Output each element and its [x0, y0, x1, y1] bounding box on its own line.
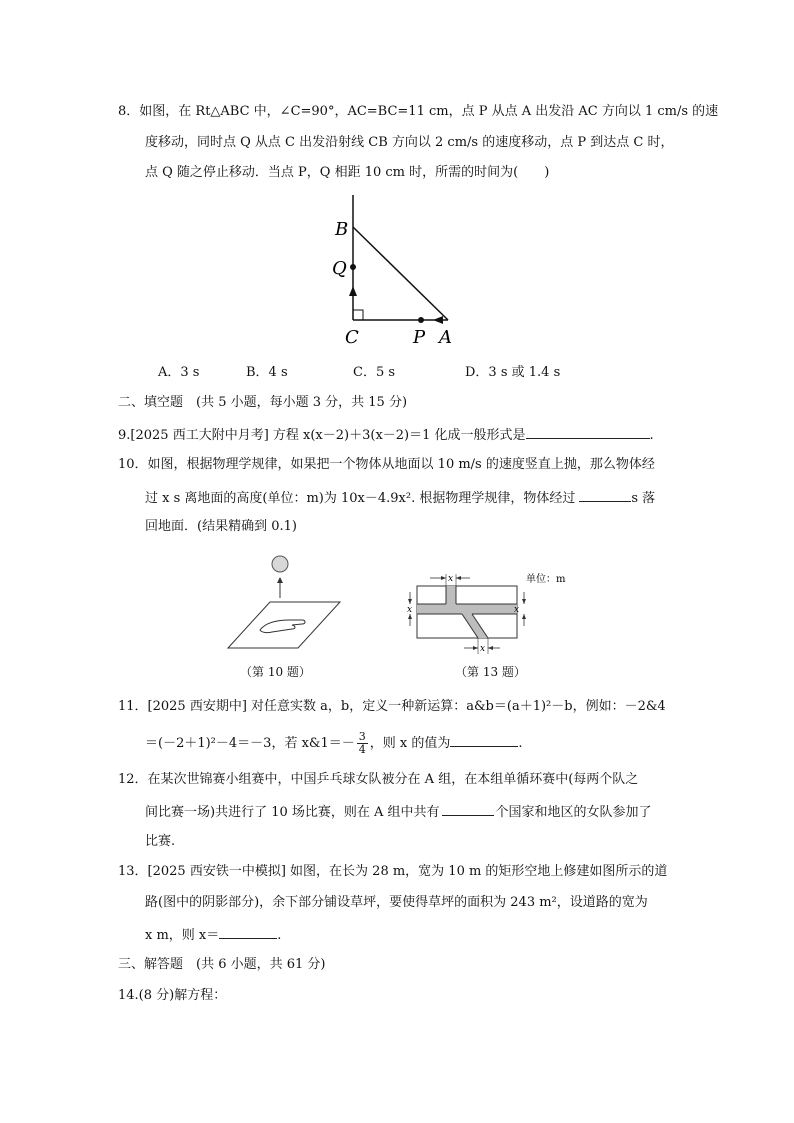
q8-option-c: C．5 s: [353, 365, 396, 380]
q8-line-2: 度移动，同时点 Q 从点 C 出发沿射线 CB 方向以 2 cm/s 的速度移动，点 P 到达点 C 时，: [145, 135, 674, 150]
q9-line: [118, 424, 654, 446]
arrow-up-icon: [349, 286, 357, 296]
x-label-bottom: x: [480, 644, 486, 654]
label-c: C: [345, 327, 359, 348]
fig13-road-diagram: [400, 568, 580, 660]
arrow-up-icon: [277, 577, 283, 583]
q12-answer-blank: [442, 801, 494, 816]
q12-line-2b: 个国家和地区的女队参加了: [495, 805, 652, 820]
q11-line-2b: ，则 x 的值为: [369, 736, 451, 751]
vertical-road-top: [446, 586, 456, 604]
q13-line-3: [145, 924, 281, 946]
q10-answer-blank: [579, 487, 631, 502]
q8-line-1: 8．如图，在 Rt△ABC 中，∠C=90°，AC=BC=11 cm，点 P 从点 A 出发沿 AC 方向以 1 cm/s 的速: [118, 104, 719, 119]
q11-answer-blank: [450, 732, 518, 747]
q14-text: 14.(8 分)解方程：: [118, 988, 227, 1003]
q11-line-2: [145, 731, 523, 756]
q13-line-1: 13．[2025 西安铁一中模拟] 如图，在长为 28 m，宽为 10 m 的矩形空地上修建如图所示的道: [118, 864, 668, 879]
q12-line-2: [145, 801, 652, 823]
section3-title: 三、解答题 (共 6 小题，共 61 分): [118, 957, 326, 972]
q10-line-2: [145, 487, 655, 509]
q10-line-3: 回地面．(结果精确到 0.1): [145, 519, 297, 534]
fig13-caption: （第 13 题）: [455, 665, 526, 679]
fraction-numerator: 3: [358, 730, 366, 743]
q11-fraction: [357, 731, 368, 756]
q8-option-b: B．4 s: [246, 365, 288, 380]
q8-option-d: D．3 s 或 1.4 s: [465, 365, 561, 380]
q8-triangle-figure: [325, 195, 465, 350]
label-b: B: [335, 219, 349, 240]
point-p: [418, 317, 424, 323]
ball-icon: [272, 556, 288, 572]
q11-end: .: [518, 736, 523, 751]
q13-line-2: 路(图中的阴影部分)，余下部分铺设草坪，要使得草坪的面积为 243 m²，设道路的宽为: [145, 895, 648, 910]
q8-option-a: A．3 s: [158, 365, 200, 380]
q13-end: .: [277, 928, 282, 943]
q10-line-1: 10．如图，根据物理学规律，如果把一个物体从地面以 10 m/s 的速度竖直上抛，那么物体经: [118, 457, 655, 472]
fig13-unit: 单位：m: [526, 574, 566, 585]
x-label-left: x: [407, 605, 413, 615]
segment-ba: [353, 227, 448, 320]
q13-line-3a: x m，则 x＝: [145, 928, 220, 943]
q11-line-2a: ＝(－2＋1)²－4＝－3，若 x&1＝－: [145, 736, 355, 751]
label-q: Q: [332, 258, 347, 279]
q12-line-1: 12．在某次世锦赛小组赛中，中国乒乓球女队被分在 A 组，在本组单循环赛中(每两个队之: [118, 772, 639, 787]
point-q: [350, 264, 356, 270]
q12-line-3: 比赛.: [145, 834, 176, 849]
arrow-left-icon: [433, 316, 443, 324]
horizontal-road: [417, 604, 520, 615]
label-a: A: [439, 327, 452, 348]
label-p: P: [413, 327, 426, 348]
q12-line-2a: 间比赛一场)共进行了 10 场比赛，则在 A 组中共有: [145, 805, 440, 820]
q9-answer-blank: [526, 424, 650, 439]
section2-title: 二、填空题 (共 5 小题，每小题 3 分，共 15 分): [118, 395, 408, 410]
x-label-right: x: [514, 605, 520, 615]
fraction-denominator: 4: [358, 743, 366, 756]
x-label-top: x: [448, 574, 454, 584]
hand-icon: [260, 620, 305, 633]
q13-answer-blank: [219, 924, 277, 939]
plane-shape: [228, 602, 340, 648]
fig10-caption: （第 10 题）: [240, 665, 311, 679]
q9-text: 9.[2025 西工大附中月考] 方程 x(x－2)＋3(x－2)＝1 化成一般形式是: [118, 428, 526, 443]
q11-line-1: 11．[2025 西安期中] 对任意实数 a，b，定义一种新运算：a&b＝(a＋1)²－b，例如：－2&4: [118, 699, 666, 714]
q10-line-2b: s 落: [631, 491, 656, 506]
fig10-illustration: [222, 552, 342, 654]
q10-line-2a: 过 x s 离地面的高度(单位：m)为 10x－4.9x². 根据物理学规律，物体经过: [145, 491, 576, 506]
right-angle-mark: [353, 310, 363, 320]
q9-end: .: [649, 428, 654, 443]
q8-line-3: 点 Q 随之停止移动．当点 P，Q 相距 10 cm 时，所需的时间为( ): [145, 165, 550, 180]
